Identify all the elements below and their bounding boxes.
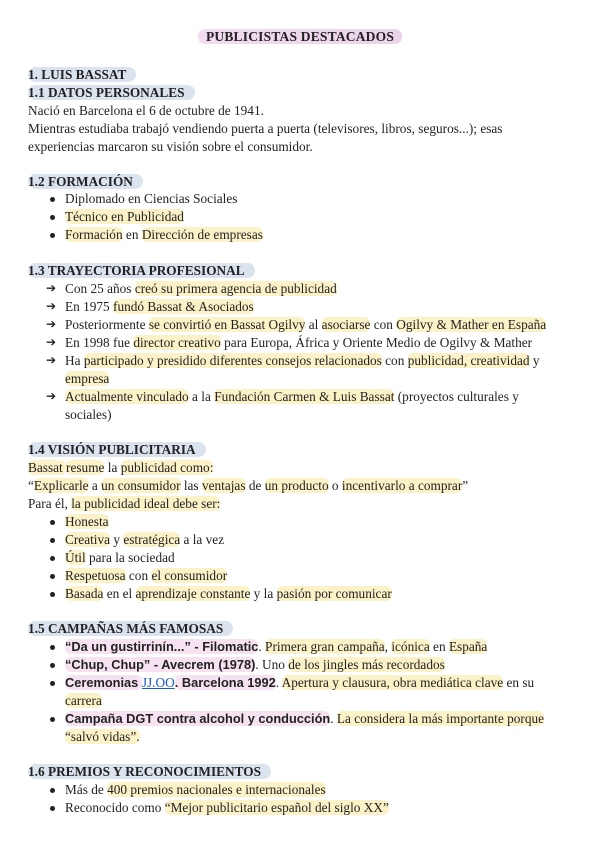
list-item: Formación en Dirección de empresas xyxy=(65,227,263,242)
heading-premios: 1.6 PREMIOS Y RECONOCIMIENTOS xyxy=(28,763,271,780)
heading-trayectoria: 1.3 TRAYECTORIA PROFESIONAL xyxy=(28,262,255,279)
arrow-right-icon: ➔ xyxy=(46,299,57,313)
bullet-icon xyxy=(50,538,55,543)
list-item-continuation: sociales) xyxy=(65,407,112,422)
bullet-icon xyxy=(50,233,55,238)
list-item: Con 25 años creó su primera agencia de publicidad xyxy=(65,281,337,296)
bullet-icon xyxy=(50,663,55,668)
bullet-icon xyxy=(50,574,55,579)
bullet-icon xyxy=(50,520,55,525)
list-item: Ha participado y presidido diferentes consejos relacionados con publicidad, creatividad y xyxy=(65,353,540,368)
heading-campanas: 1.5 CAMPAÑAS MÁS FAMOSAS xyxy=(28,620,233,637)
bullet-icon xyxy=(50,592,55,597)
list-item: Creativa y estratégica a la vez xyxy=(65,532,225,547)
paragraph-line: experiencias marcaron su visión sobre el consumidor. xyxy=(28,139,313,154)
arrow-right-icon: ➔ xyxy=(46,353,57,367)
list-item: Técnico en Publicidad xyxy=(65,209,184,224)
quote-line: “Explicarle a un consumidor las ventajas de un producto o incentivarlo a comprar” xyxy=(28,478,469,493)
list-item: “Da un gustirrinín...” - Filomatic. Primera gran campaña, icónica en España xyxy=(65,639,488,654)
list-item: Actualmente vinculado a la Fundación Carmen & Luis Bassat (proyectos culturales y xyxy=(65,389,519,404)
arrow-right-icon: ➔ xyxy=(46,335,57,349)
list-item-continuation: empresa xyxy=(65,371,110,386)
bullet-icon xyxy=(50,197,55,202)
paragraph-line: Para él, la publicidad ideal debe ser: xyxy=(28,496,221,511)
list-item: Honesta xyxy=(65,514,109,529)
bullet-icon xyxy=(50,788,55,793)
list-item: Reconocido como “Mejor publicitario español del siglo XX” xyxy=(65,800,389,815)
list-item: Ceremonias JJ.OO. Barcelona 1992. Apertura y clausura, obra mediática clave en su xyxy=(65,675,535,690)
list-item: “Chup, Chup” - Avecrem (1978). Uno de los jingles más recordados xyxy=(65,657,445,672)
bullet-icon xyxy=(50,215,55,220)
list-item-continuation: carrera xyxy=(65,693,102,708)
paragraph-line: Bassat resume la publicidad como: xyxy=(28,460,214,475)
arrow-right-icon: ➔ xyxy=(46,281,57,295)
heading-formacion: 1.2 FORMACIÓN xyxy=(28,173,143,190)
bullet-icon xyxy=(50,645,55,650)
bullet-icon xyxy=(50,806,55,811)
list-item: Diplomado en Ciencias Sociales xyxy=(65,191,238,206)
list-item: Útil para la sociedad xyxy=(65,550,175,565)
bullet-icon xyxy=(50,717,55,722)
page-title: PUBLICISTAS DESTACADOS xyxy=(0,28,600,45)
bullet-icon xyxy=(50,681,55,686)
paragraph-line: Mientras estudiaba trabajó vendiendo puerta a puerta (televisores, libros, seguros...); esas xyxy=(28,121,503,136)
list-item: Posteriormente se convirtió en Bassat Ogilvy al asociarse con Ogilvy & Mather en España xyxy=(65,317,547,332)
list-item-continuation: “salvó vidas”. xyxy=(65,729,140,744)
jjoo-link[interactable]: JJ.OO xyxy=(141,675,175,690)
bullet-icon xyxy=(50,556,55,561)
list-item: Campaña DGT contra alcohol y conducción. La considera la más importante porque xyxy=(65,711,545,726)
heading-datos-personales: 1.1 DATOS PERSONALES xyxy=(28,84,195,101)
list-item: Respetuosa con el consumidor xyxy=(65,568,228,583)
list-item: En 1975 fundó Bassat & Asociados xyxy=(65,299,254,314)
list-item: Más de 400 premios nacionales e internacionales xyxy=(65,782,326,797)
section-heading-luis-bassat: 1. LUIS BASSAT xyxy=(28,66,136,83)
paragraph-line: Nació en Barcelona el 6 de octubre de 1941. xyxy=(28,103,264,118)
list-item: En 1998 fue director creativo para Europa, África y Oriente Medio de Ogilvy & Mather xyxy=(65,335,533,350)
heading-vision-publicitaria: 1.4 VISIÓN PUBLICITARIA xyxy=(28,441,206,458)
arrow-right-icon: ➔ xyxy=(46,389,57,403)
list-item: Basada en el aprendizaje constante y la pasión por comunicar xyxy=(65,586,392,601)
arrow-right-icon: ➔ xyxy=(46,317,57,331)
